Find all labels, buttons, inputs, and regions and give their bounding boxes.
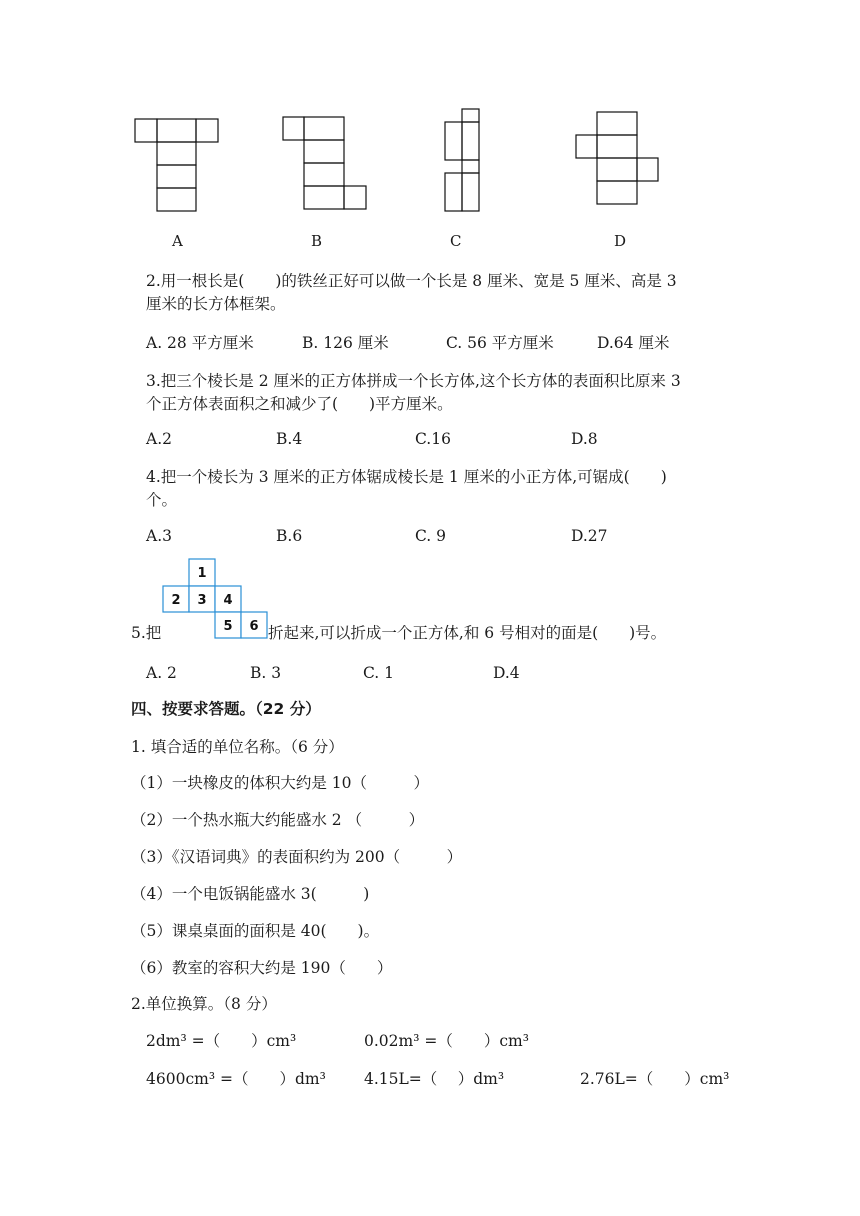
q2-option-d: D.64 厘米 <box>597 334 670 352</box>
section-4-title: 四、按要求答题。（22 分） <box>131 700 321 718</box>
q2-option-c: C. 56 平方厘米 <box>446 334 554 352</box>
conversion-2: 0.02m³ =（ ）cm³ <box>364 1032 529 1050</box>
q5-option-c: C. 1 <box>363 664 395 682</box>
section-4-q1-title: 1. 填合适的单位名称。（6 分） <box>131 738 344 756</box>
conversion-1: 2dm³ =（ ）cm³ <box>146 1032 297 1050</box>
q5-option-a: A. 2 <box>146 664 177 682</box>
q3-stem-line1: 3.把三个棱长是 2 厘米的正方体拼成一个长方体,这个长方体的表面积比原来 3 <box>146 372 681 390</box>
unit-item-1: （1）一块橡皮的体积大约是 10（ ） <box>131 774 430 792</box>
net-label-d: D <box>614 232 627 250</box>
q5-stem-prefix: 5.把 <box>131 624 162 642</box>
q3-option-d: D.8 <box>571 430 598 448</box>
net-number-6: 6 <box>249 619 259 634</box>
net-number-4: 4 <box>223 593 233 608</box>
net-number-5: 5 <box>223 619 233 634</box>
conversion-3: 4600cm³ =（ ）dm³ <box>146 1070 326 1088</box>
net-label-c: C <box>450 232 462 250</box>
q3-option-c: C.16 <box>415 430 451 448</box>
unit-item-6: （6）教室的容积大约是 190（ ） <box>131 959 393 977</box>
q2-option-b: B. 126 厘米 <box>302 334 389 352</box>
unit-item-5: （5）课桌桌面的面积是 40( )。 <box>131 922 380 940</box>
q2-stem-line1: 2.用一根长是( )的铁丝正好可以做一个长是 8 厘米、宽是 5 厘米、高是 3 <box>146 272 677 290</box>
q4-option-d: D.27 <box>571 527 608 545</box>
q5-option-b: B. 3 <box>250 664 282 682</box>
net-number-2: 2 <box>171 593 181 608</box>
q2-option-a: A. 28 平方厘米 <box>146 334 254 352</box>
q5-stem-suffix: 折起来,可以折成一个正方体,和 6 号相对的面是( )号。 <box>268 624 667 642</box>
conversion-5: 2.76L=（ ）cm³ <box>580 1070 730 1088</box>
q4-stem-line2: 个。 <box>146 491 178 509</box>
unit-item-4: （4）一个电饭锅能盛水 3( ) <box>131 885 370 903</box>
q2-stem-line2: 厘米的长方体框架。 <box>146 295 286 313</box>
unit-item-3: （3）《汉语词典》的表面积约为 200（ ） <box>131 848 463 866</box>
net-number-3: 3 <box>197 593 207 608</box>
net-number-1: 1 <box>197 566 207 581</box>
net-label-a: A <box>172 232 183 250</box>
net-label-b: B <box>311 232 323 250</box>
q4-option-b: B.6 <box>276 527 303 545</box>
q3-stem-line2: 个正方体表面积之和减少了( )平方厘米。 <box>146 395 453 413</box>
conversion-4: 4.15L=（ ）dm³ <box>364 1070 505 1088</box>
q3-option-a: A.2 <box>146 430 172 448</box>
unit-item-2: （2）一个热水瓶大约能盛水 2 （ ） <box>131 811 425 829</box>
q4-option-c: C. 9 <box>415 527 447 545</box>
section-4-q2-title: 2.单位换算。（8 分） <box>131 995 277 1013</box>
q5-option-d: D.4 <box>493 664 520 682</box>
q3-option-b: B.4 <box>276 430 303 448</box>
q4-option-a: A.3 <box>146 527 172 545</box>
q4-stem-line1: 4.把一个棱长为 3 厘米的正方体锯成棱长是 1 厘米的小正方体,可锯成( ) <box>146 468 667 486</box>
